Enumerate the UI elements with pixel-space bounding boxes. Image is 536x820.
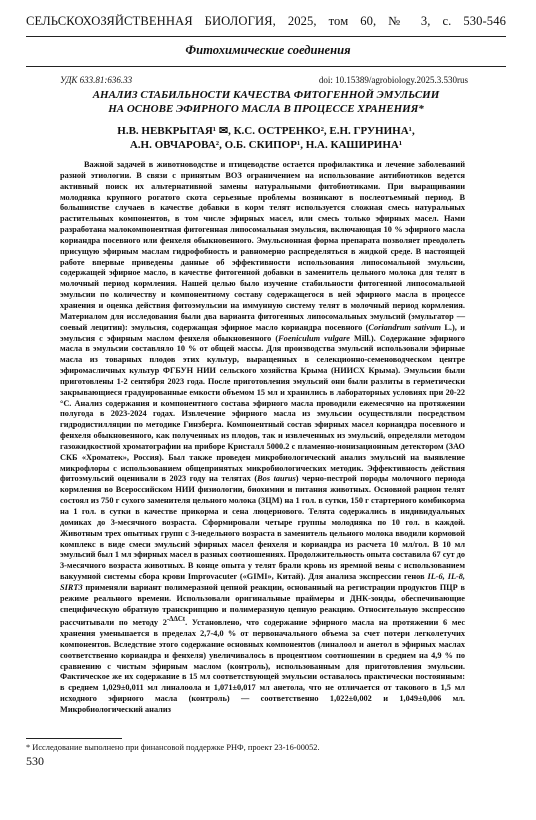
udk-code: УДК 633.81:636.33 [60, 75, 133, 85]
ddct-superscript: -ΔΔCt [166, 616, 186, 624]
abstract-part-4: ) черно-пестрой породы молочного периода кормления во Всероссийском НИИ физиологии, биохимии и питания животных. Основной рацион телят состоял из 750 г сухого заменителя цельного молока (ЗЦМ) на 1 гол. в сутки, 150 г стартерного комбикорма на 1 гол. в сутки в качестве прикорма и сена люцернового. Телята содержались в индивидуальных домиках до 3-месячного возраста. Сформировали четыре группы молодняка по 10 гол. в каждой. Животным трех опытных групп с 3-недельного возраста в заменитель цельного молока вводили кормовой комплекс в виде смеси эмульсий эфирных масел фенхеля и кориандра из расчета 10 мл/гол. В 10 мл эмульсий был 1 мл эфирных масел в разных соотношениях. Продолжительность опыта составила 67 сут до 3-месячного возраста животных. В конце опыта у телят брали кровь из яремной вены с использованием вакуумной системы сбора крови Improvacuter («GIMI», Китай). Для анализа экспрессии генов [60, 474, 465, 582]
abstract-part-3: Mill.). Содержание эфирного масла в эмульсии составляло 10 % от общей массы. Для производства эмульсий использовали эфирные масла из товарных плодов этих культур, выращенных в селекционно-семеноводческом центре эфиромасличных культур ФГБУН НИИ сельского хозяйства Крыма (НИИСХ Крыма). Эмульсии были приготовлены 1-2 сентября 2023 года. После приготовления эмульсий они были разлиты в герметически закрывающиеся градуированные емкости объемом 15 мл и хранились в лабораторных условиях при 20-22 °С. Анализ содержания и компонентного состава эфирного масла проводили ежемесячно на протяжении полугода в 2023-2024 годах. Извлечение эфирного масла из эмульсии осуществляли посредством гидродистилляции по методике Гинзберга. Компонентный состав эфирных масел кориандра посевного и фенхеля обыкновенного, как полученных из плодов, так и извлеченных из эмульсий, определяли методом газожидкостной хроматографии на приборе Кристалл 5000.2 с пламенно-ионизационным детектором (ЗАО СКБ «Хроматек», Россия). Был также проведен микробиологический анализ эмульсий на выявление микрофлоры с использованием общепринятых микробиологических методик. Эффективность действия фитоэмульсий оценивали в 2023 году на телятах ( [60, 333, 465, 484]
funding-footnote: * Исследование выполнено при финансовой поддержке РНФ, проект 23-16-00052. [26, 743, 320, 752]
authors-line-1: Н.В. НЕВКРЫТАЯ¹ ✉, К.С. ОСТРЕНКО², Е.Н. ГРУНИНА¹, [117, 125, 415, 137]
authors-line-2: А.Н. ОВЧАРОВА², О.Б. СКИПОР¹, Н.А. КАШИРИНА¹ [129, 139, 403, 151]
author-list [30, 124, 502, 152]
section-title: Фитохимические соединения [185, 43, 351, 57]
article-title-line-2: НА ОСНОВЕ ЭФИРНОГО МАСЛА В ПРОЦЕССЕ ХРАНЕНИЯ* [108, 103, 424, 115]
abstract-part-6: . Установлено, что содержание эфирного масла на протяжении 6 мес хранения уменьшается в пределах 2,7-4,0 % от первоначального объема за счет потери легколетучих компонентов. Вследствие этого содержание основных компонентов (линалоол и анетол в эфирных маслах соответственно кориандра и фенхеля) увеличивалось в процентном соотношении в среднем на 4,9 % по сравнению с чистым эфирным маслом (контроль), использованным для приготовления эмульсии. Фактическое же их содержание в 15 мл соответствующей эмульсии оставалось практически постоянным: в среднем 1,029±0,011 мл линалоола и 1,071±0,017 мл анетола, что не отличается от такового в 1,5 мл исходного эфирного масла (контроль) — соответственно 1,022±0,002 и 1,049±0,006 мл. Микробиологический анализ [60, 618, 465, 714]
header-rule [26, 36, 506, 37]
abstract-text [60, 160, 465, 716]
doi-link[interactable]: doi: 10.15389/agrobiology.2025.3.530rus [318, 75, 468, 85]
page-number: 530 [26, 754, 44, 768]
article-title-line-1: АНАЛИЗ СТАБИЛЬНОСТИ КАЧЕСТВА ФИТОГЕННОЙ ЭМУЛЬСИИ [92, 89, 440, 101]
abstract-part-5: применяли вариант полимеразной цепной реакции, основанный на регистрации продуктов ПЦР в режиме реального времени. Использовали оригинальные праймеры и ДНК-зонды, обеспечивающие специфическую обратную транскрипцию и полимеразную цепную реакцию. Относительную экспрессию рассчитывали по методу 2 [60, 582, 465, 628]
journal-running-head: СЕЛЬСКОХОЗЯЙСТВЕННАЯ БИОЛОГИЯ, 2025, том 60, № 3, с. 530-546 [26, 14, 506, 28]
abstract-part-1: Важной задачей в животноводстве и птицеводстве остается профилактика и лечение заболеваний разной этиологии. В связи с принятым ВОЗ ограничением на использование антибиотиков ведется активный поиск их альтернативной замены натуральными фитобиотиками. При выращивании молодняка крупного рогатого скота серьезные проблемы возникают в послеотъемный период. В большинстве случаев в качестве добавки в корм телят используется сложная смесь натуральных растительных компонентов, в том числе эфирных масел, или смесь только эфирных масел. Нами разработана малокомпонентная фитогенная липосомальная эмульсия, включающая 10 % эфирного масла кориандра посевного или фенхеля обыкновенного. Эмульсионная форма препарата позволяет преодолеть присущую эфирным маслам гидрофобность и равномерно распределяться в жидкой среде. В настоящей работе впервые приведены данные об эффективности использования липосомальной эмульсии, содержащей эфирное масло, в качестве фитогенной добавки в заменитель цельного молока для телят в молочный период кормления. Нашей целью было изучение стабильности фитогенной липосомальной эмульсии по количеству и компонентному составу содержащегося в ней эфирного масла в процессе хранения и оценка действия фитоэмульсии на иммунную систему телят в молочный период кормления. Материалом для исследования были два варианта фитогенных липосомальных эмульсий (эмульгатор — соевый лецитин): эмульсия, содержащая эфирное масло кориандра посевного ( [60, 160, 465, 332]
footnote-rule [26, 738, 122, 739]
species-coriander: Coriandrum sativum [368, 322, 441, 332]
species-bos-taurus: Bos taurus [257, 474, 296, 484]
abstract-part-2: L.), и эмульсия с эфирным маслом фенхеля обыкновенного ( [60, 322, 465, 343]
gene-names: IL-6, IL-8, SIRT3 [60, 572, 465, 592]
species-fennel: Foeniculum vulgare [278, 333, 350, 343]
article-title [30, 88, 502, 116]
section-rule [26, 66, 506, 67]
